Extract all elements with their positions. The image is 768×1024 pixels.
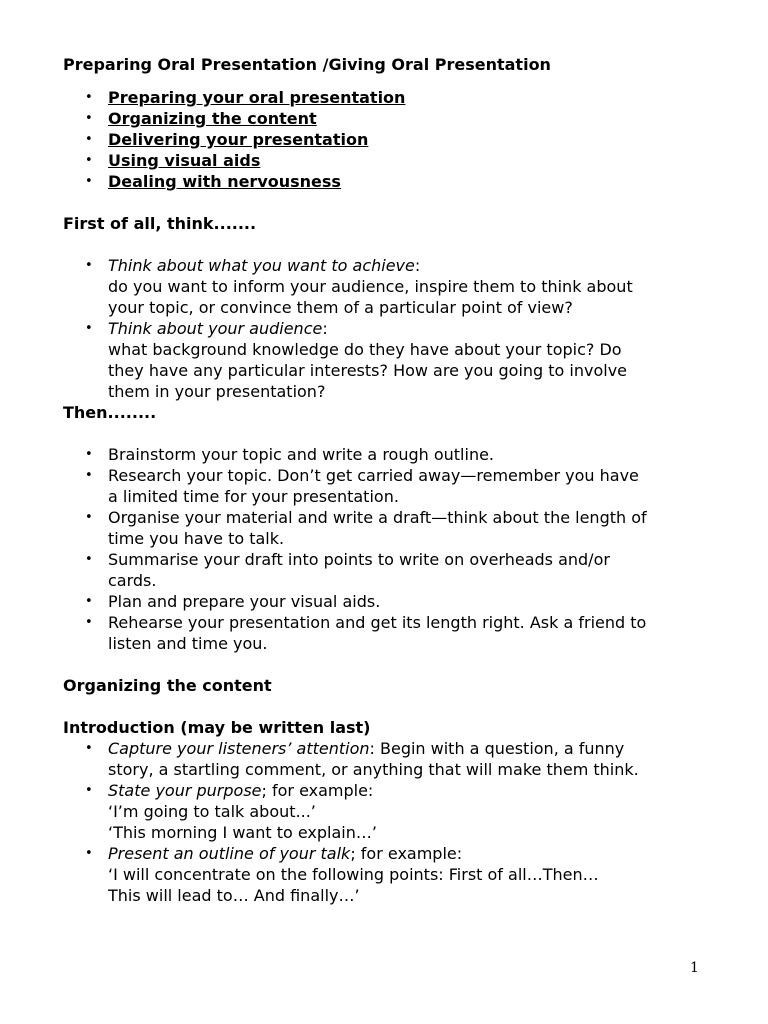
item-text: they have any particular interests? How are you going to involve bbox=[108, 361, 628, 380]
list-item: • State your purpose; for example: ‘I’m going to talk about...’ ‘This morning I want to explain…’ bbox=[63, 780, 723, 843]
item-text: do you want to inform your audience, inspire them to think about bbox=[108, 277, 633, 296]
item-text: what background knowledge do they have about your topic? Do bbox=[108, 340, 622, 359]
item-text: them in your presentation? bbox=[108, 382, 326, 401]
then-list bbox=[63, 444, 723, 654]
think-list bbox=[63, 255, 723, 402]
item-lead: Present an outline of your talk bbox=[108, 844, 351, 863]
document-page bbox=[63, 54, 723, 906]
toc-item: • Dealing with nervousness bbox=[63, 171, 723, 192]
list-item: • Think about your audience: what background knowledge do they have about your topic? Do they have any particular interests? How are you going to involve them in your presentation? bbox=[63, 318, 723, 402]
list-item: • Plan and prepare your visual aids. bbox=[63, 591, 723, 612]
list-item: • Capture your listeners’ attention: Begin with a question, a funny story, a startling comment, or anything that will make them think. bbox=[63, 738, 723, 780]
first-heading: First of all, think....... bbox=[63, 214, 257, 233]
list-item: • Think about what you want to achieve: do you want to inform your audience, inspire them to think about your topic, or convince them of a particular point of view? bbox=[63, 255, 723, 318]
toc-item: • Organizing the content bbox=[63, 108, 723, 129]
list-item: • Brainstorm your topic and write a rough outline. bbox=[63, 444, 723, 465]
document-title: Preparing Oral Presentation /Giving Oral Presentation bbox=[63, 55, 551, 74]
list-item: • Summarise your draft into points to write on overheads and/or cards. bbox=[63, 549, 723, 591]
item-lead: Think about what you want to achieve bbox=[108, 256, 415, 275]
list-item: • Present an outline of your talk; for example: ‘I will concentrate on the following points: First of all…Then… This will lead to… And finally…’ bbox=[63, 843, 723, 906]
intro-list bbox=[63, 738, 723, 906]
list-item: • Organise your material and write a draft—think about the length of time you have to talk. bbox=[63, 507, 723, 549]
item-text: your topic, or convince them of a particular point of view? bbox=[108, 298, 573, 317]
item-lead: State your purpose bbox=[108, 781, 262, 800]
toc-item: • Delivering your presentation bbox=[63, 129, 723, 150]
toc-item: • Using visual aids bbox=[63, 150, 723, 171]
list-item: • Rehearse your presentation and get its length right. Ask a friend to listen and time you. bbox=[63, 612, 723, 654]
organizing-heading: Organizing the content bbox=[63, 676, 272, 695]
intro-heading: Introduction (may be written last) bbox=[63, 718, 371, 737]
toc-item: • Preparing your oral presentation bbox=[63, 87, 723, 108]
item-lead: Capture your listeners’ attention bbox=[108, 739, 370, 758]
then-heading: Then........ bbox=[63, 403, 157, 422]
page-number: 1 bbox=[690, 960, 699, 976]
toc-list bbox=[63, 87, 723, 192]
list-item: • Research your topic. Don’t get carried away—remember you have a limited time for your presentation. bbox=[63, 465, 723, 507]
item-lead: Think about your audience bbox=[108, 319, 323, 338]
